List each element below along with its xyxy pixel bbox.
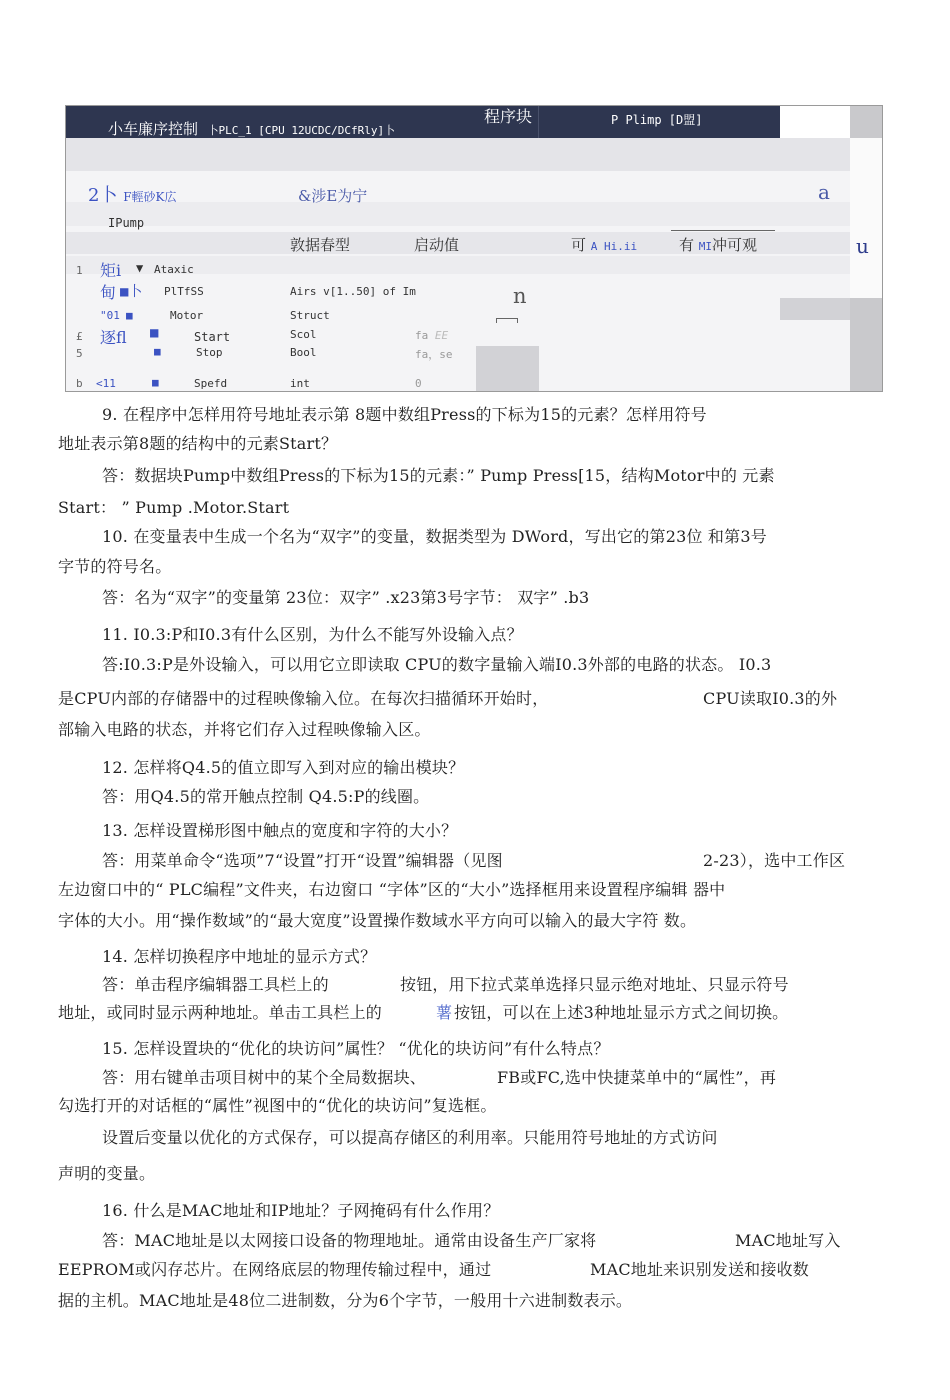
row-name[interactable]: PlTfSS (164, 285, 204, 298)
title-block: P Plimp [D盟] (611, 113, 703, 127)
answer-11-line1: 答:I0.3:P是外设输入，可以用它立即读取 CPU的数字量输入端I0.3外部的电路的状态。 I0.3 (102, 655, 772, 674)
row-name[interactable]: Spefd (194, 377, 228, 390)
answer-13-line1b: 2-23），选中工作区 (703, 851, 846, 870)
answer-14-line2a: 地址，或同时显示两种地址。单击工具栏上的 (58, 1003, 383, 1022)
header-visible: 有 MI冲可观 (679, 236, 758, 254)
answer-11-line2a: 是CPU内部的存储器中的过程映像输入位。在每次扫描循环开始时， (58, 689, 549, 708)
row-type: Scol (290, 328, 317, 341)
question-9-line2: 地址表示第8题的结构中的元素Start？ (58, 434, 338, 453)
question-13: 13. 怎样设置梯形图中触点的宽度和字符的大小？ (102, 821, 458, 840)
row-type: Airs v[1..50] of Im (290, 285, 416, 298)
row-value: fa，se (415, 348, 453, 361)
answer-15-line3: 设置后变量以优化的方式保存，可以提高存储区的利用率。只能用符号地址的方式访问 (102, 1128, 718, 1147)
answer-14-line2c: 按钮，可以在上述3种地址显示方式之间切换。 (454, 1003, 789, 1022)
row-number: 5 (76, 347, 83, 360)
question-15: 15. 怎样设置块的“优化的块访问”属性？ “优化的块访问”有什么特点？ (102, 1039, 610, 1058)
answer-14-line1a: 答：单击程序编辑器工具栏上的 (102, 975, 329, 994)
question-14: 14. 怎样切换程序中地址的显示方式？ (102, 947, 377, 966)
answer-16-line3: 据的主机。MAC地址是48位二进制数，分为6个字节，一般用十六进制数表示。 (58, 1291, 633, 1310)
row-marker: ■ (126, 309, 133, 322)
answer-9-line1: 答：数据块Pump中数组Press的下标为15的元素：” Pump Press[15，结构Motor中的 元素 (102, 466, 775, 485)
answer-13-line1a: 答：用菜单命令“选项”7“设置”打开“设置”编辑器（见图 (102, 851, 503, 870)
answer-15-line1a: 答：用右键单击项目树中的某个全局数据块、 (102, 1068, 427, 1087)
question-10-line1: 10. 在变量表中生成一个名为“双字”的变量，数据类型为 DWord，写出它的第23位 和第3号 (102, 527, 767, 546)
row-icon: 矩i (100, 261, 122, 280)
n-letter: n (513, 284, 527, 308)
toolbar-icons-left[interactable]: 2卜 F輕砂K広 (88, 185, 177, 206)
question-9-line1: 9. 在程序中怎样用符号地址表示第 8题中数组Press的下标为15的元素？怎样用符号 (102, 405, 707, 424)
block-name: IPump (108, 216, 145, 230)
row-icon: "01 (100, 309, 120, 322)
question-11: 11. I0.3:P和I0.3有什么区别，为什么不能写外设输入点？ (102, 625, 523, 644)
answer-10: 答：名为“双字”的变量第 23位：双字” .x23第3号字节： 双字” .b3 (102, 588, 590, 607)
answer-12: 答：用Q4.5的常开触点控制 Q4.5:P的线圈。 (102, 787, 430, 806)
answer-15-line1b: FB或FC,选中快捷菜单中的“属性”，再 (497, 1068, 777, 1087)
title-project: 小车廉序控制 卜PLC_1 [CPU 12UCDC/DCfRly]卜 (108, 120, 396, 138)
answer-9-line2: Start： ” Pump .Motor.Start (58, 498, 290, 517)
row-name[interactable]: Ataxic (154, 263, 194, 276)
answer-13-line3: 字体的大小。用“操作数域”的“最大宽度”设置操作数域水平方向可以输入的最大字符 数。 (58, 911, 697, 930)
toolbar-icons-mid[interactable]: &涉E为宁 (298, 187, 368, 205)
answer-15-line4: 声明的变量。 (58, 1164, 156, 1183)
question-12: 12. 怎样将Q4.5的值立即写入到对应的输出模块？ (102, 758, 465, 777)
row-number: 1 (76, 264, 83, 277)
row-type: Struct (290, 309, 330, 322)
row-value: 0 (415, 377, 422, 390)
toolbar-icon-a[interactable]: a (818, 180, 830, 204)
row-marker: ■ (154, 345, 161, 358)
answer-15-line2: 勾选打开的对话框的“属性”视图中的“优化的块访问”复选框。 (58, 1096, 497, 1115)
answer-11-line3: 部输入电路的状态，并将它们存入过程映像输入区。 (58, 720, 431, 739)
answer-13-line2: 左边窗口中的“ PLC编程”文件夹，右边窗口 “字体”区的“大小”选择框用来设置程序编辑 器中 (58, 880, 726, 899)
row-number: £ (76, 330, 83, 343)
answer-16-line2a: EEPROM或闪存芯片。在网络底层的物理传输过程中，通过 (58, 1260, 492, 1279)
row-name[interactable]: Stop (196, 346, 223, 359)
toggle-address-icon: 薯 (436, 1003, 453, 1022)
answer-14-line1b: 按钮，用下拉式菜单选择只显示绝对地址、只显示符号 (400, 975, 789, 994)
header-start-value: 启动值 (414, 236, 460, 254)
answer-16-line1a: 答：MAC地址是以太网接口设备的物理地址。通常由设备生产厂家将 (102, 1231, 597, 1250)
row-value: fa EE (415, 329, 449, 342)
answer-16-line1b: MAC地址写入 (735, 1231, 841, 1250)
row-type: Bool (290, 346, 317, 359)
program-editor-screenshot (65, 105, 883, 392)
answer-11-line2b: CPU读取I0.3的外 (703, 689, 838, 708)
row-marker: ■ (152, 376, 159, 389)
row-icon: <11 (96, 377, 116, 390)
editor-title-bar (66, 106, 780, 138)
side-letter: u (856, 234, 869, 258)
row-icon: 逐fl (100, 328, 127, 347)
row-number: b (76, 377, 83, 390)
question-10-line2: 字节的符号名。 (58, 557, 172, 576)
header-accessible: 可 A Hi.ii (571, 236, 638, 254)
row-marker: ■卜 (120, 284, 143, 300)
row-icon: 甸 (100, 283, 117, 302)
title-section: 程序块 (484, 108, 533, 126)
answer-16-line2b: MAC地址来识别发送和接收数 (590, 1260, 809, 1279)
row-name[interactable]: Motor (170, 309, 204, 322)
expand-arrow-icon[interactable]: ▼ (136, 261, 144, 275)
header-data-type: 敦据春型 (290, 236, 351, 254)
question-16: 16. 什么是MAC地址和IP地址？子网掩码有什么作用？ (102, 1201, 500, 1220)
row-marker: ■ (150, 325, 159, 341)
row-name[interactable]: Start (194, 330, 231, 344)
row-type: int (290, 377, 310, 390)
